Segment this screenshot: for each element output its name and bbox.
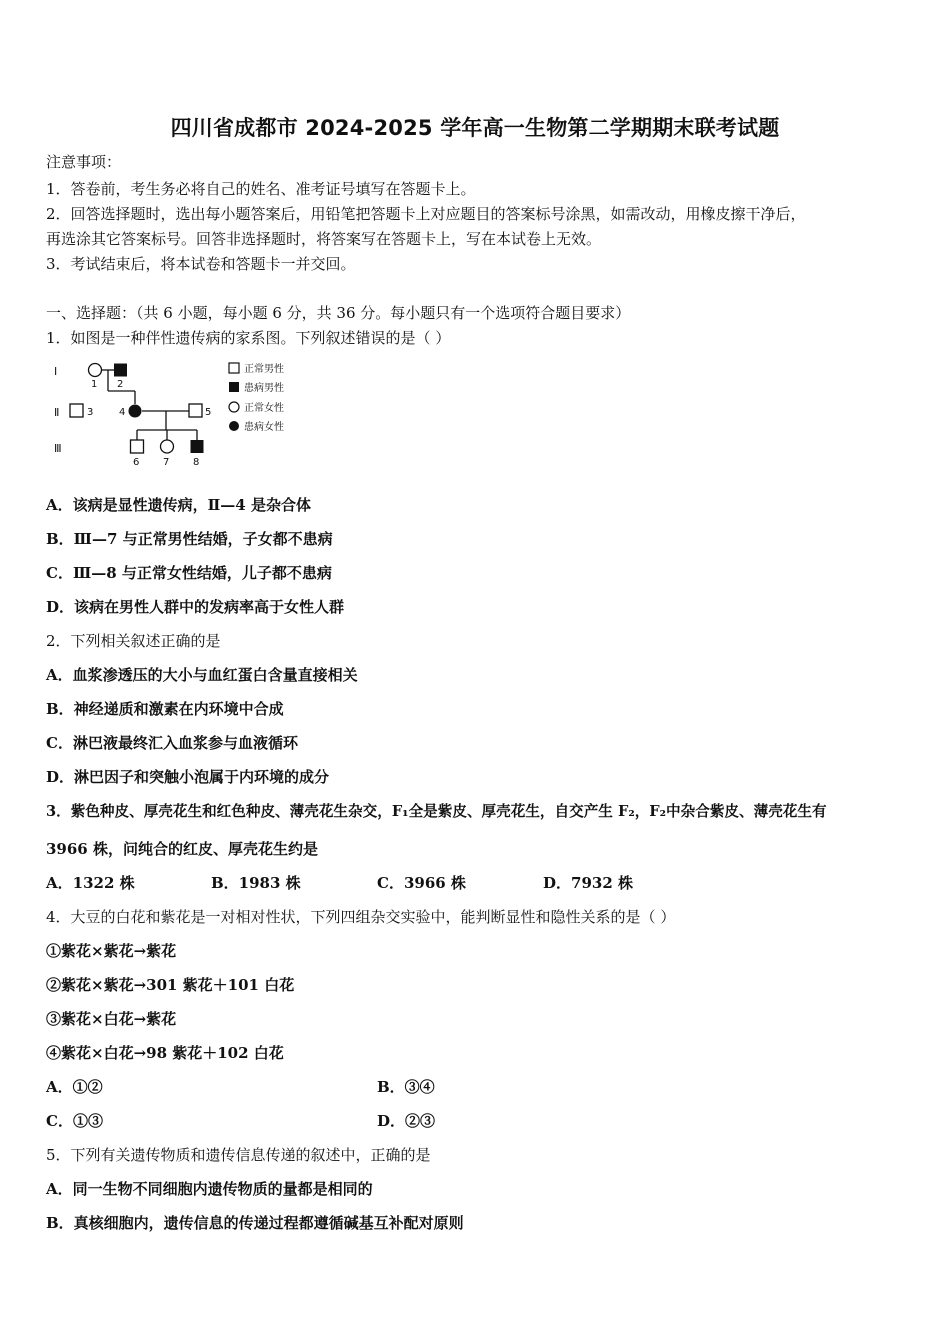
q4-option-b: B．③④ — [377, 1078, 435, 1096]
q4-cross-2: ②紫花×紫花→301 紫花＋101 白花 — [46, 976, 295, 994]
legend-normal-male-symbol — [229, 363, 239, 373]
page-title: 四川省成都市 2024-2025 学年高一生物第二学期期末联考试题 — [170, 116, 780, 140]
notice-item: 再选涂其它答案标号。回答非选择题时，将答案写在答题卡上，写在本试卷上无效。 — [46, 230, 602, 248]
q3-option-a: A．1322 株 — [46, 874, 135, 892]
question-1-stem: 1．如图是一种伴性遗传病的家系图。下列叙述错误的是（ ） — [46, 329, 451, 347]
q4-cross-1: ①紫花×紫花→紫花 — [46, 942, 177, 960]
individual-number: 2 — [117, 379, 124, 390]
q3-option-b: B．1983 株 — [211, 874, 301, 892]
pedigree-i1-normal-female — [89, 364, 102, 377]
q2-option-d: D．淋巴因子和突触小泡属于内环境的成分 — [46, 768, 330, 786]
notice-item: 1．答卷前，考生务必将自己的姓名、准考证号填写在答题卡上。 — [46, 180, 476, 198]
pedigree-i2-affected-male — [114, 364, 127, 377]
individual-number: 7 — [163, 457, 170, 468]
q3-option-c: C．3966 株 — [377, 874, 466, 892]
pedigree-iii6-normal-male — [131, 440, 144, 453]
individual-number: 6 — [133, 457, 140, 468]
question-4-stem: 4．大豆的白花和紫花是一对相对性状，下列四组杂交实验中，能判断显性和隐性关系的是（ ） — [46, 908, 676, 926]
q4-option-d: D．②③ — [377, 1112, 436, 1130]
legend-label: 正常女性 — [244, 403, 284, 414]
question-2-stem: 2．下列相关叙述正确的是 — [46, 632, 221, 650]
pedigree-chart — [50, 357, 320, 469]
q2-option-b: B．神经递质和激素在内环境中合成 — [46, 700, 284, 718]
q3-option-d: D．7932 株 — [543, 874, 633, 892]
question-3-stem-cont: 3966 株，问纯合的红皮、厚壳花生约是 — [46, 840, 318, 858]
section-heading: 一、选择题：（共 6 小题，每小题 6 分，共 36 分。每小题只有一个选项符合题目要求） — [46, 304, 631, 322]
notice-item: 2．回答选择题时，选出每小题答案后，用铅笔把答题卡上对应题目的答案标号涂黑，如需改动，用橡皮擦干净后， — [46, 205, 806, 223]
q5-option-a: A．同一生物不同细胞内遗传物质的量都是相同的 — [46, 1180, 373, 1198]
pedigree-iii7-normal-female — [161, 440, 174, 453]
q5-option-b: B．真核细胞内，遗传信息的传递过程都遵循碱基互补配对原则 — [46, 1214, 464, 1232]
pedigree-iii8-affected-male — [191, 440, 204, 453]
q4-option-a: A．①② — [46, 1078, 103, 1096]
notice-heading: 注意事项： — [46, 153, 122, 171]
individual-number: 1 — [91, 379, 98, 390]
legend-label: 正常男性 — [244, 364, 284, 375]
pedigree-ii3-normal-male — [70, 404, 83, 417]
legend-label: 患病女性 — [244, 422, 284, 433]
legend-affected-female-symbol — [229, 421, 239, 431]
individual-number: 5 — [205, 407, 212, 418]
generation-label: Ⅲ — [54, 442, 62, 455]
individual-number: 8 — [193, 457, 200, 468]
generation-label: Ⅰ — [54, 365, 58, 378]
pedigree-ii4-affected-female — [129, 405, 142, 418]
q2-option-c: C．淋巴液最终汇入血浆参与血液循环 — [46, 734, 298, 752]
legend-affected-male-symbol — [229, 382, 239, 392]
generation-label: Ⅱ — [54, 406, 60, 419]
q4-option-c: C．①③ — [46, 1112, 103, 1130]
individual-number: 4 — [119, 407, 126, 418]
question-5-stem: 5．下列有关遗传物质和遗传信息传递的叙述中，正确的是 — [46, 1146, 431, 1164]
q4-cross-4: ④紫花×白花→98 紫花＋102 白花 — [46, 1044, 284, 1062]
q1-option-a: A．该病是显性遗传病，Ⅱ—4 是杂合体 — [46, 496, 311, 514]
q1-option-d: D．该病在男性人群中的发病率高于女性人群 — [46, 598, 345, 616]
legend-label: 患病男性 — [244, 383, 284, 394]
question-3-stem: 3．紫色种皮、厚壳花生和红色种皮、薄壳花生杂交，F₁全是紫皮、厚壳花生，自交产生 F₂，F₂中杂合紫皮、薄壳花生有 — [46, 803, 827, 820]
q1-option-b: B．Ⅲ—7 与正常男性结婚，子女都不患病 — [46, 530, 333, 548]
individual-number: 3 — [87, 407, 94, 418]
q2-option-a: A．血浆渗透压的大小与血红蛋白含量直接相关 — [46, 666, 358, 684]
q1-option-c: C．Ⅲ—8 与正常女性结婚，儿子都不患病 — [46, 564, 332, 582]
q4-cross-3: ③紫花×白花→紫花 — [46, 1010, 177, 1028]
legend-normal-female-symbol — [229, 402, 239, 412]
notice-item: 3．考试结束后，将本试卷和答题卡一并交回。 — [46, 255, 356, 273]
pedigree-ii5-normal-male — [189, 404, 202, 417]
